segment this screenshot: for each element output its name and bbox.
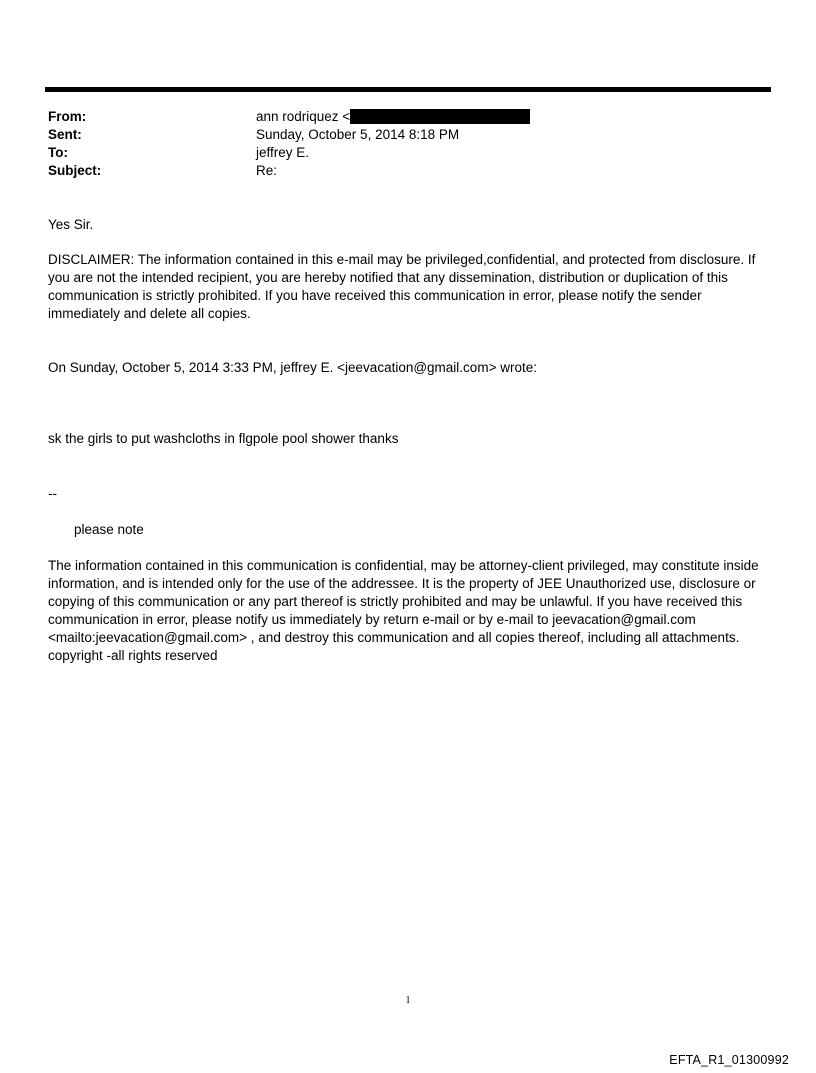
- to-row: [48, 144, 768, 162]
- disclaimer: DISCLAIMER: The information contained in this e-mail may be privileged,confidential, and protected from disclosure. If you are not the intended recipient, you are hereby notified that any dissemination, distribution or duplication of this communication is strictly prohibited. If you have received this communication in error, please notify the sender immediately and delete all copies.: [48, 252, 756, 321]
- to-label: To:: [48, 145, 68, 160]
- email-header: [48, 108, 768, 180]
- from-sender: ann rodriquez <: [256, 109, 351, 124]
- document-id: EFTA_R1_01300992: [669, 1053, 789, 1067]
- page-number: 1: [405, 995, 411, 1006]
- subject-value: Re:: [256, 163, 278, 178]
- from-row: [48, 108, 768, 126]
- note-label: please note: [74, 522, 144, 537]
- confidentiality-notice: The information contained in this communication is confidential, may be attorney-client privileged, may constitute inside information, and is intended only for the use of the addressee. It is the property of JEE Unauthorized use, disclosure or copying of this communication or any part thereof is strictly prohibited and may be unlawful. If you have received this communication in error, please notify us immediately by return e-mail or by e-mail to jeevacation@gmail.com <mailto:jeevacation@gmail.com> , and destroy this communication and all copies thereof, including all attachments. copyright -all rights reserved: [48, 558, 759, 663]
- subject-label: Subject:: [48, 163, 102, 178]
- sent-row: [48, 126, 768, 144]
- redaction-box: [350, 109, 530, 124]
- quote-intro: On Sunday, October 5, 2014 3:33 PM, jeffrey E. <jeevacation@gmail.com> wrote:: [48, 360, 537, 375]
- header-rule: [45, 87, 771, 92]
- sent-label: Sent:: [48, 127, 82, 142]
- quoted-request: sk the girls to put washcloths in flgpole pool shower thanks: [48, 431, 399, 446]
- greeting: Yes Sir.: [48, 217, 94, 232]
- from-value: [256, 108, 530, 126]
- subject-row: [48, 162, 768, 180]
- to-value: jeffrey E.: [256, 145, 310, 160]
- from-label: From:: [48, 109, 87, 124]
- signature-separator: --: [48, 486, 57, 501]
- sent-value: Sunday, October 5, 2014 8:18 PM: [256, 127, 460, 142]
